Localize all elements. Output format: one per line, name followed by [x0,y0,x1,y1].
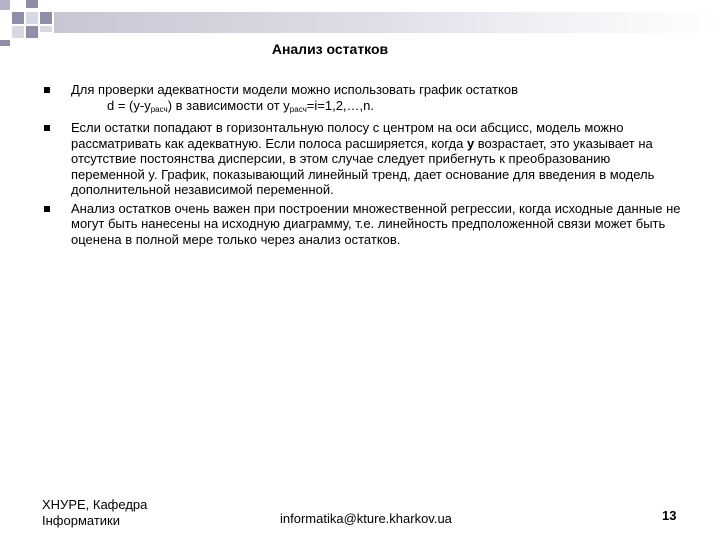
bullet-text: возрастает, это указывает на отсутствие постоянства дисперсии, в этом случае следует прибегнуть к преобразованию переменной y. График, показывающий линейный тренд, дает основание для введения в модель дополнительной независимой переменной. [71,135,655,197]
footer-organization [42,497,147,529]
bullet-item [44,201,684,248]
formula-subscript: расч [150,104,168,114]
formula-part: d = (y-y [107,97,151,113]
decor-square [40,26,52,32]
decor-square [12,12,24,24]
formula-subscript: расч [289,104,307,114]
decor-square [12,26,24,38]
bullet-marker-icon [44,87,50,93]
bullet-item [44,82,684,117]
footer-email: informatika@kture.kharkov.ua [280,511,452,526]
bullet-marker-icon [44,125,50,131]
decor-square [26,0,38,8]
footer-org-line: Інформатики [42,513,120,528]
bullet-list [44,82,684,247]
bullet-text: Анализ остатков очень важен при построении множественной регрессии, когда исходные данные не могут быть нанесены на исходную диаграмму, т.е. линейность предположенной связи может быть оценена в полной мере только через анализ остатков. [71,200,681,247]
bullet-marker-icon [44,206,50,212]
bullet-text: Если остатки попадают в горизонтальную полосу с центром на оси абсцисс, модель можно рассматривать как адекватную. Если полоса расширяется, когда [71,120,624,151]
decor-square [26,26,38,38]
header-gradient-bar [54,12,720,33]
decor-square [40,12,52,24]
formula-part: =i=1,2,…,n. [306,97,374,113]
formula-part: ) в зависимости от y [167,97,290,113]
footer-org-line: ХНУРЕ, Кафедра [42,497,148,512]
slide-title: Анализ остатков [271,41,389,57]
decor-square [0,0,10,10]
residual-formula [71,98,684,118]
bullet-text: Для проверки адекватности модели можно использовать график остатков [71,82,518,97]
page-number: 13 [662,508,677,523]
decor-square [26,12,38,24]
bullet-item [44,120,684,198]
bullet-text-bold: y [466,135,475,151]
